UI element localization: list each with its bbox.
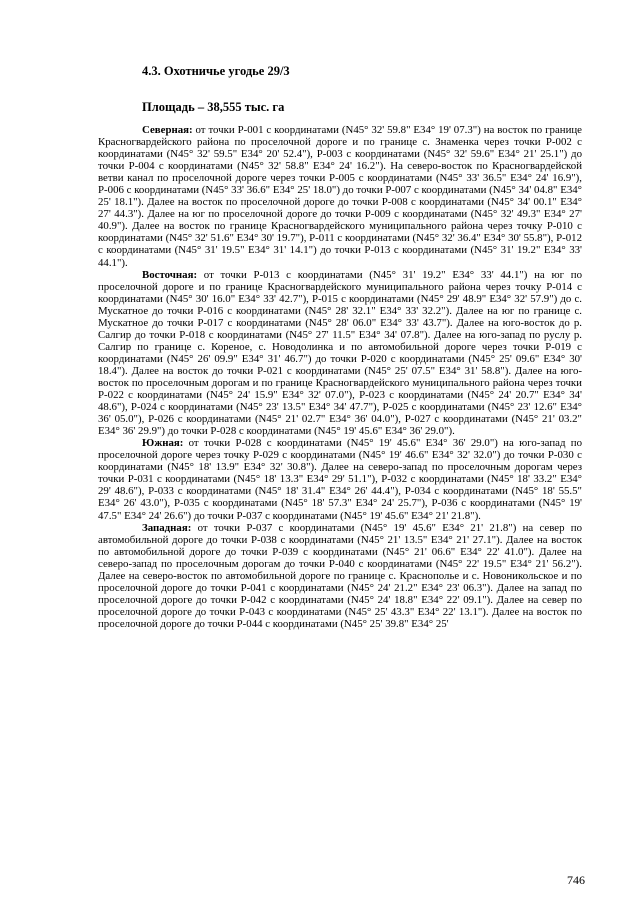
- paragraph-text: от точки Р-037 с координатами (N45° 19' 45.6" E34° 21' 21.8") на север по автомобильной дороге до точки Р-038 с координатами (N45° 21' 13.5" E34° 21' 27.1"). Далее на восток по автомобильной дороге до точки Р-039 с координатами (N45° 21' 06.6" E34° 22' 41.0"). Далее на северо-запад по проселочным дорогам до точки Р-040 с координатами (N45° 22' 19.5" E34° 21' 56.2"). Далее на северо-восток по автомобильной дороге по границе с. Краснополье и с. Новоникольское и по проселочной дороге до точки Р-041 с координатами (N45° 24' 21.2" E34° 23' 06.3"). Далее на запад по проселочной дороге до точки Р-042 с координатами (N45° 24' 18.8" E34° 22' 09.1"). Далее на север по проселочной дороге до точки Р-043 с координатами (N45° 25' 43.3" E34° 22' 13.1"). Далее на восток по проселочной дороге до точки Р-044 с координатами (N45° 25' 39.8" E34° 25': [98, 521, 582, 630]
- section-title: 4.3. Охотничье угодье 29/3: [142, 64, 290, 78]
- paragraph-text: от точки Р-028 с координатами (N45° 19' 45.6" E34° 36' 29.0") на юго-запад по проселочной дороге через точку Р-029 с координатами (N45° 19' 46.6" E34° 32' 32.0") до точки Р-030 с координатами (N45° 18' 13.9" E34° 32' 30.8"). Далее на северо-запад по проселочным дорогам через точки Р-031 с координатами (N45° 18' 13.3" E34° 29' 51.1"), Р-032 с координатами (N45° 18' 33.2" E34° 29' 48.6"), Р-033 с координатами (N45° 18' 31.4" E34° 26' 44.4"), Р-034 с координатами (N45° 18' 55.5" E34° 26' 43.0"), Р-035 с координатами (N45° 18' 57.3" E34° 24' 25.7"), Р-036 с координатами (N45° 19' 47.5" E34° 24' 26.6") до точки Р-037 с координатами (N45° 19' 45.6" E34° 21' 21.8").: [98, 437, 582, 522]
- paragraph-lead: Западная:: [142, 521, 192, 534]
- paragraph-east: [98, 269, 582, 438]
- paragraph-text: от точки Р-001 с координатами (N45° 32' 59.8" E34° 19' 07.3") на восток по границе Красногвардейского района по проселочной дороге и по границе с. Знаменка через точки Р-002 с координатами (N45° 32' 59.5" E34° 20' 52.4"), Р-003 с координатами (N45° 32' 59.6" E34° 21' 25.1") до точки Р-004 с координатами (N45° 32' 58.8" E34° 24' 16.2"). На северо-восток по Красногвардейской ветви канал по проселочной дороге через точки Р-005 с координатами (N45° 33' 36.5" E34° 24' 16.9"), Р-006 с координатами (N45° 33' 36.6" E34° 25' 18.0") до точки Р-007 с координатами (N45° 34' 04.8" E34° 25' 18.1"). Далее на восток по проселочной дороге до точки Р-008 с координатами (N45° 34' 00.1" E34° 27' 44.3"). Далее на юг по проселочной дороге до точки Р-009 с координатами (N45° 32' 49.3" E34° 27' 40.9"). Далее на восток по границе Красногвардейского муниципального района через точку Р-010 с координатами (N45° 32' 51.6" E34° 30' 19.7"), Р-011 с координатами (N45° 32' 36.4" E34° 30' 55.8"), Р-012 с координатами (N45° 31' 19.5" E34° 31' 14.1") до точки Р-013 с координатами (N45° 31' 19.2" E34° 33' 44.1").: [98, 124, 582, 269]
- boundary-description: [98, 124, 582, 630]
- paragraph-west: [98, 522, 582, 630]
- paragraph-text: от точки Р-013 с координатами (N45° 31' 19.2" E34° 33' 44.1") на юг по проселочной дороге и по границе Красногвардейского муниципального района через точку Р-014 с координатами (N45° 30' 16.0" E34° 33' 42.7"), Р-015 с координатами (N45° 29' 48.9" E34° 32' 57.9") до с. Мускатное до точки Р-016 с координатами (N45° 28' 32.1" E34° 33' 32.2"). Далее на юг по границе с. Мускатное до точки Р-017 с координатами (N45° 28' 06.0" E34° 33' 43.7"). Далее на юго-восток до р. Салгир до точки Р-018 с координатами (N45° 27' 11.5" E34° 34' 07.8"). Далее на юго-запад по руслу р. Салгир по границе с. Кореное, с. Новодолинка и по автомобильной дороге через точки Р-019 с координатами (N45° 26' 09.9" E34° 31' 46.7") до точки Р-020 с координатами (N45° 25' 09.6" E34° 30' 18.4"). Далее на восток до точки Р-021 с координатами (N45° 25' 07.5" E34° 31' 58.8"). Далее на юго-восток по проселочным дорогам и по границе Красногвардейского муниципального района через точки Р-022 с координатами (N45° 24' 15.9" E34° 32' 07.0"), Р-023 с координатами (N45° 24' 20.7" E34° 34' 48.6"), Р-024 с координатами (N45° 23' 13.5" E34° 34' 47.7"), Р-025 с координатами (N45° 23' 12.6" E34° 36' 05.0"), Р-026 с координатами (N45° 21' 02.7" E34° 36' 04.0"), Р-027 с координатами (N45° 21' 03.2" E34° 36' 29.9") до точки Р-028 с координатами (N45° 19' 45.6" E34° 36' 29.0").: [98, 268, 582, 438]
- paragraph-lead: Южная:: [142, 437, 184, 450]
- paragraph-south: [98, 437, 582, 521]
- area-heading: Площадь – 38,555 тыс. га: [142, 100, 285, 114]
- paragraph-north: [98, 124, 582, 269]
- page-number: 746: [567, 873, 585, 887]
- paragraph-lead: Северная:: [142, 124, 193, 136]
- paragraph-lead: Восточная:: [142, 268, 198, 281]
